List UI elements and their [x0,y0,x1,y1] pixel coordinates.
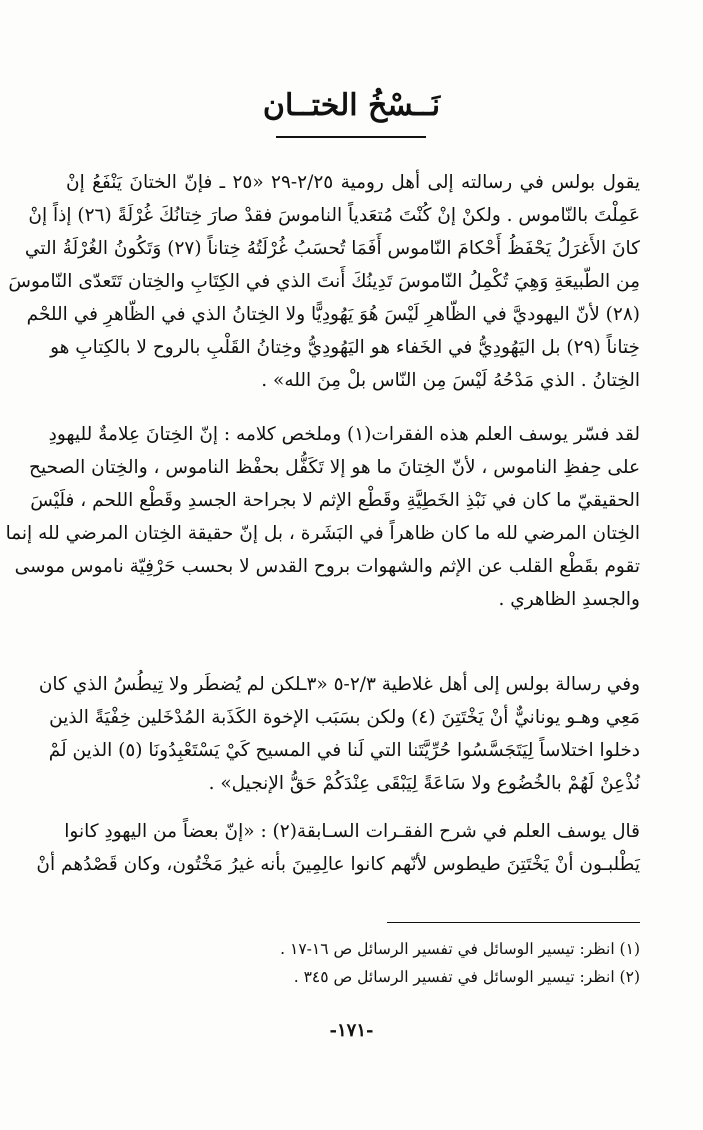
text-line: (٢٨) لأنّ اليهوديَّ في الظّاهرِ لَيْسَ هُوَ يَهُودِيًّا ولا الخِتانُ الذي في الظّاهرِ في اللحْم [26,304,640,325]
text-line: الخِتانُ . الذي مَدْحُهُ لَيْسَ مِن النّاس بلْ مِنَ الله» . [261,370,640,391]
text-line: قال يوسف العلم في شرح الفقـرات السـابقة(٢) : «إنّ بعضاً من اليهودِ كانوا [64,821,640,842]
paragraph-4 [36,815,640,881]
text-line: نُذْعِنْ لَهُمْ بالخُضُوع ولا سَاعَةً لِيَبْقَى عِنْدَكُمْ حَقُّ الإنجيل» . [208,773,640,794]
footnote: (٢) انظر: تيسير الوسائل في تفسير الرسائل ص ٣٤٥ . [293,968,640,986]
title-underline [276,136,426,138]
text-line: مَعِي وهـو يونانيٌّ أنْ يَخْتَتِنَ (٤) ولكن بسَبَب الإخوة الكَذَبة المُدْخَلين خِفْيَةً الذين [49,707,640,728]
text-line: خِتاناً (٢٩) بل اليَهُودِيُّ في الخَفاء هو اليَهُودِيُّ وخِتانُ القَلْبِ بالروح لا بالكِتابِ هو [50,337,640,358]
text-line: يقول بولس في رسالته إلى أهل رومية ٢/٢٥-٢٩ «٢٥ ـ فإنّ الختانَ يَنْفَعُ إنْ [66,172,641,193]
text-line: والجسدِ الظاهري . [498,589,640,610]
text-line: دخلوا اختلاساً لِيَتَجَسَّسُوا حُرِّيَّتَنا التي لَنا في المسيح كَيْ يَسْتَعْبِدُونَا (٥) الذين لَمْ [48,740,640,761]
text-line: لقد فسّر يوسف العلم هذه الفقرات(١) وملخص كلامه : إنّ الخِتانَ عِلامةٌ لليهودِ [48,424,640,445]
footnote: (١) انظر: تيسير الوسائل في تفسير الرسائل ص ١٦-١٧ . [280,940,640,958]
text-line: على حِفظِ الناموس ، لأنّ الخِتانَ ما هو إلا تَكَفُّل بحفْظ الناموس ، والخِتان الصحيح [29,457,640,478]
text-line: كانَ الأَغرَلُ يَحْفَظُ أَحْكامَ النّاموس أَفَمَا تُحسَبُ غُرْلَتُهُ خِتاناً (٢٧) وَتَكُونُ الغُرْلَةُ التي [24,238,640,259]
footnote-divider [387,922,640,923]
text-line: عَمِلْتَ بالنّاموس . ولكنْ إنْ كُنْتَ مُتعَدياً الناموسَ فقدْ صارَ خِتانُكَ غُرْلَةً (٢٦) إذاً إنْ [28,205,640,226]
footnotes [66,935,640,991]
text-line: مِن الطّبيعَةِ وَهِيَ تُكْمِلُ النّاموسَ تَدِينُكَ أَنتَ الذي في الكِتَابِ والخِتان تَتَعدّى النّاموسَ [8,271,640,292]
text-line: تقوم بقَطْع القلب عن الإثم والشهوات بروح القدس لا بحسب حَرْفِيّة ناموس موسى [14,556,640,577]
page-title: نَــسْخُ الختــان [262,88,441,123]
text-line: يَطْلبـون أنْ يَخْتَتِنَ طيطوس لأنّهم كانوا عالِمِينَ بأنه غيرُ مَخْتُون، وكان قَصْدُهم أنْ [36,854,640,875]
paragraph-1 [8,166,641,397]
text-line: الخِتان المرضي لله ما كان ظاهراً في البَشَرة ، بل إنّ حقيقة الخِتان المرضي لله إنما [5,523,640,544]
page-number: -١٧١- [329,1020,374,1041]
paragraph-3 [38,668,640,800]
paragraph-2 [5,418,640,616]
text-line: وفي رسالة بولس إلى أهل غلاطية ٢/٣-٥ «٣ـلكن لم يُضطَر ولا تِيطُسُ الذي كان [38,674,640,695]
text-line: الحقيقيّ ما كان في نَبْذِ الخَطِيَّةِ وقَطْع الإثم لا بجراحة الجسدِ وقَطْع اللحم ، فلَيْسَ [30,490,640,511]
